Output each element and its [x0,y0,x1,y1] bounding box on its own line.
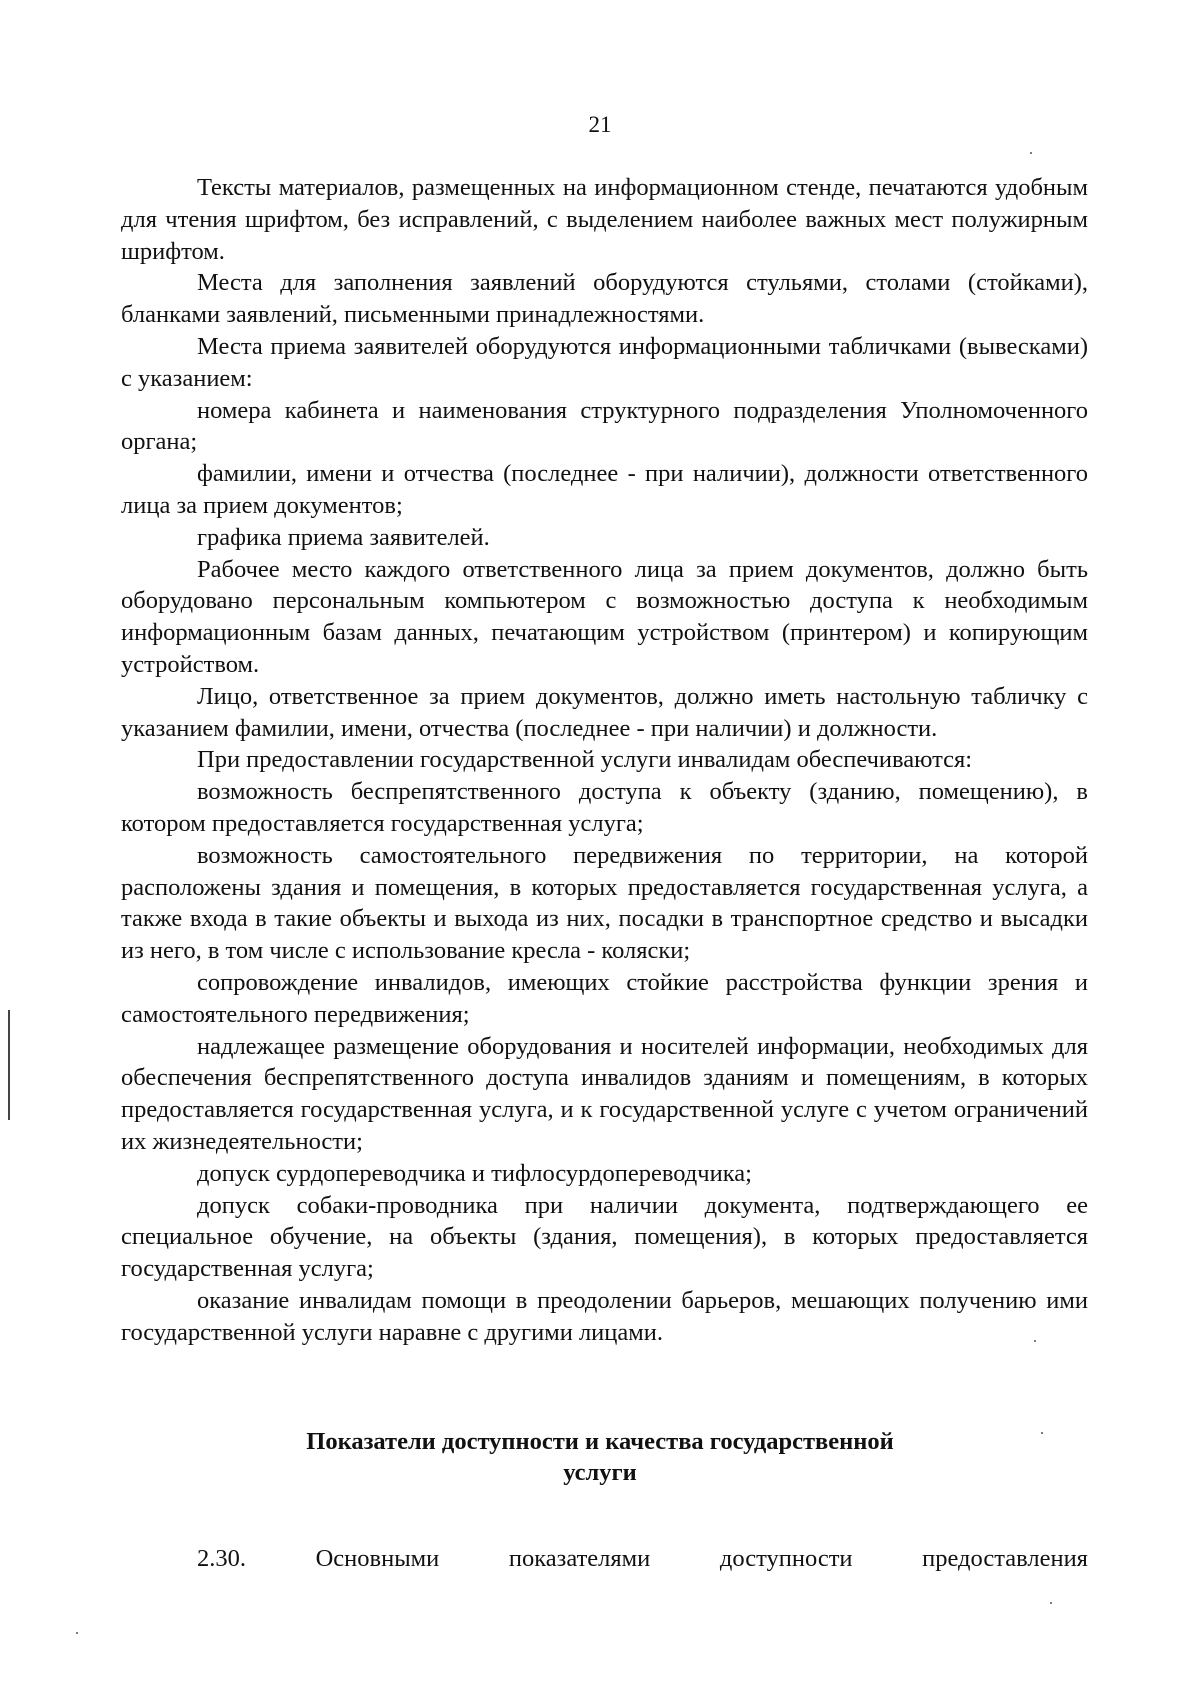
list-item-unobstructed-access: возможность беспрепятственного доступа к объекту (зданию, помещению), в котором предоставляется государственная услуга; [121,778,1088,837]
scan-speck [1030,152,1032,154]
list-item-room-number: номера кабинета и наименования структурного подразделения Уполномоченного органа; [121,396,1088,456]
paragraph-2-30-start [197,1544,1088,1574]
body-text [121,172,1088,1348]
scan-speck [1050,1602,1052,1604]
word: показателями [508,1545,651,1572]
word: доступности [719,1545,853,1572]
paragraph-application-places: Места для заполнения заявлений оборудуются стульями, столами (стойками), бланками заявлений, письменными принадлежностями. [121,269,1088,329]
list-item-responsible-name: фамилии, имени и отчества (последнее - при наличии), должности ответственного лица за прием документов; [121,460,1088,519]
paragraph-number: 2.30. [197,1545,246,1572]
word: предоставления [922,1545,1088,1572]
list-item-reception-schedule: графика приема заявителей. [197,523,490,551]
scan-speck [1041,1432,1043,1434]
word: Основными [315,1545,440,1572]
paragraph-desk-sign: Лицо, ответственное за прием документов, должно иметь настольную табличку с указанием фамилии, имени, отчества (последнее - при наличии) и должности. [121,682,1088,742]
list-item-equipment-placement: надлежащее размещение оборудования и носителей информации, необходимых для обеспечения беспрепятственного доступа инвалидов зданиям и помещениям, в которых предоставляется государственная услуга, и к государственной услуге с учетом ограничений их жизнедеятельности; [121,1032,1088,1155]
scan-speck [1034,1340,1036,1342]
list-item-barrier-assistance: оказание инвалидам помощи в преодолении барьеров, мешающих получению ими государственной услуги наравне с другими лицами. [121,1286,1088,1346]
paragraph-stand-texts: Тексты материалов, размещенных на информационном стенде, печатаются удобным для чтения шрифтом, без исправлений, с выделением наиболее важных мест полужирным шрифтом. [121,174,1088,265]
section-heading-line-1: Показатели доступности и качества государственной [306,1428,894,1455]
section-heading [0,1426,1200,1488]
scan-speck [76,1632,78,1634]
list-item-guide-dog: допуск собаки-проводника при наличии документа, подтверждающего ее специальное обучение, на объекты (здания, помещения), в которых предоставляется государственная услуга; [121,1191,1088,1283]
list-item-sign-interpreter: допуск сурдопереводчика и тифлосурдопереводчика; [197,1159,752,1187]
list-item-independent-movement: возможность самостоятельного передвижения по территории, на которой расположены здания и помещения, в которых предоставляется государственная услуга, а также входа в такие объекты и выхода из них, посадки в транспортное средство и высадки из него, в том числе с использование кресла - коляски; [121,841,1088,965]
section-heading-block [0,1426,1200,1488]
paragraph-reception-places: Места приема заявителей оборудуются информационными табличками (вывесками) с указанием: [121,332,1088,392]
page-number: 21 [588,112,612,137]
list-item-escort: сопровождение инвалидов, имеющих стойкие расстройства функции зрения и самостоятельного передвижения; [121,968,1088,1028]
paragraph-disabled-provisions: При предоставлении государственной услуги инвалидам обеспечиваются: [197,746,973,774]
section-heading-line-2: услуги [563,1459,637,1486]
paragraph-workplace: Рабочее место каждого ответственного лица за прием документов, должно быть оборудовано персональным компьютером с возможностью доступа к необходимым информационным базам данных, печатающим устройством (принтером) и копирующим устройством. [121,555,1088,678]
scan-edge-mark [8,1010,10,1120]
